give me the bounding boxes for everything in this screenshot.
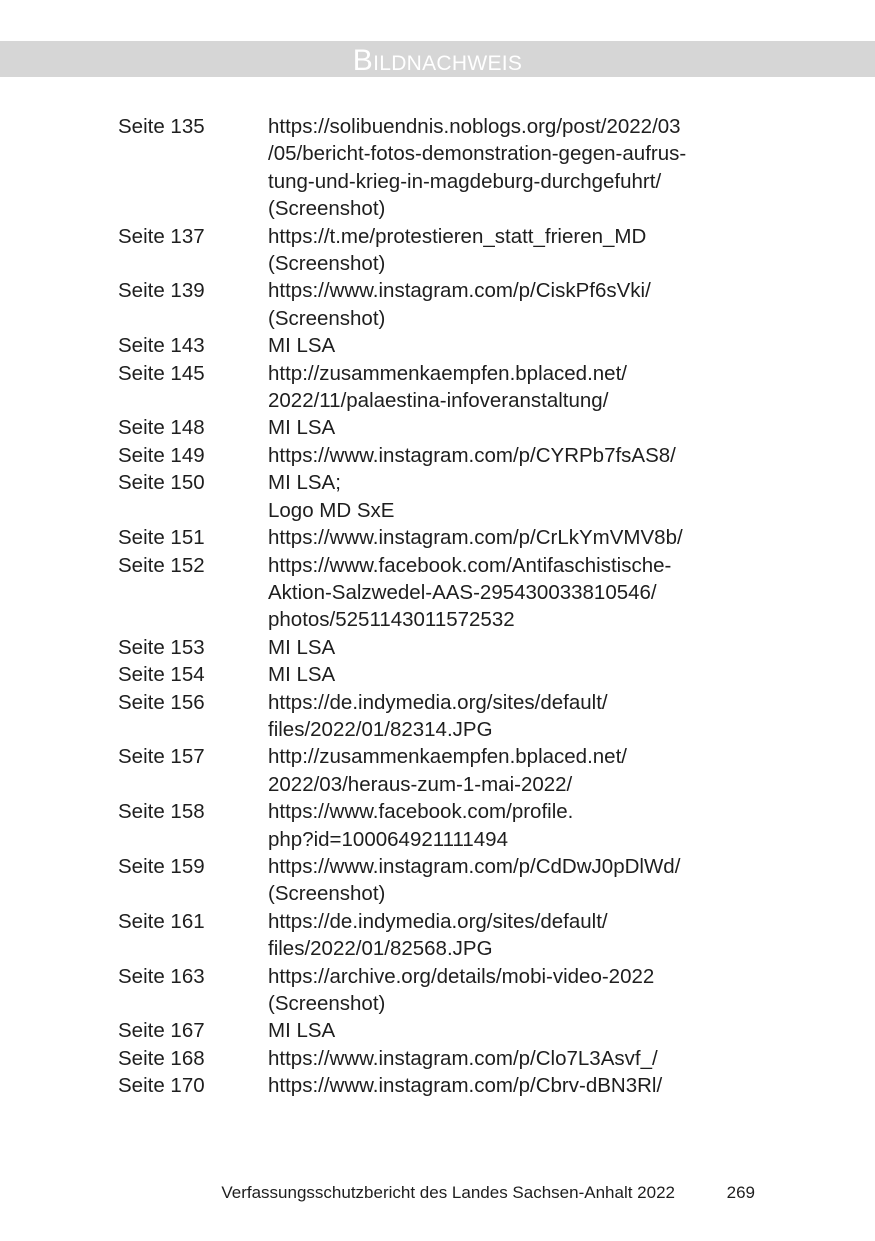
page-reference: Seite 170 xyxy=(118,1074,205,1098)
image-source xyxy=(268,634,768,661)
credit-entry xyxy=(118,332,768,359)
page-reference: Seite 135 xyxy=(118,115,205,138)
page-footer xyxy=(0,1181,875,1207)
image-source xyxy=(268,524,768,551)
credit-entry xyxy=(118,908,768,963)
credit-entry xyxy=(118,1072,768,1099)
image-source xyxy=(268,442,768,469)
page-reference: Seite 139 xyxy=(118,279,205,303)
image-source xyxy=(268,661,768,688)
source-line: https://www.instagram.com/p/CdDwJ0pDlWd/ xyxy=(268,854,681,878)
image-source xyxy=(268,360,768,415)
image-source xyxy=(268,469,768,524)
credit-entry xyxy=(118,661,768,688)
credit-entry xyxy=(118,469,768,524)
source-line: 2022/11/palaestina-infoveranstaltung/ xyxy=(268,389,609,413)
image-source xyxy=(268,798,768,853)
page-reference: Seite 154 xyxy=(118,663,205,687)
page-reference: Seite 148 xyxy=(118,416,205,440)
page-reference: Seite 152 xyxy=(118,553,205,577)
source-line: photos/5251143011572532 xyxy=(268,608,515,632)
source-line: https://www.instagram.com/p/CYRPb7fsAS8/ xyxy=(268,443,676,467)
source-line: 2022/03/heraus-zum-1-mai-2022/ xyxy=(268,772,573,796)
image-source xyxy=(268,1045,768,1072)
source-line: (Screenshot) xyxy=(268,197,386,221)
page-reference: Seite 163 xyxy=(118,964,205,988)
source-line: https://t.me/protestieren_statt_frieren_MD xyxy=(268,224,647,248)
page-reference: Seite 168 xyxy=(118,1046,205,1070)
page-reference: Seite 156 xyxy=(118,690,205,714)
source-line: files/2022/01/82568.JPG xyxy=(268,937,493,961)
source-line: php?id=100064921111494 xyxy=(268,827,508,851)
credit-entry xyxy=(118,414,768,441)
page-reference: Seite 145 xyxy=(118,361,205,385)
source-line: https://de.indymedia.org/sites/default/ xyxy=(268,690,608,714)
page-reference: Seite 157 xyxy=(118,745,205,769)
image-source xyxy=(268,853,768,908)
page-reference: Seite 150 xyxy=(118,471,205,495)
source-line: Aktion-Salzwedel-AAS-295430033810546/ xyxy=(268,580,657,604)
credit-entry xyxy=(118,743,768,798)
source-line: MI LSA xyxy=(268,334,336,358)
image-source xyxy=(268,689,768,744)
footer-text: Verfassungsschutzbericht des Landes Sachsen-Anhalt 2022 xyxy=(221,1183,675,1202)
source-line: MI LSA xyxy=(268,663,336,687)
credit-entry xyxy=(118,853,768,908)
source-line: /05/bericht-fotos-demonstration-gegen-aufrus- xyxy=(268,142,687,166)
page-reference: Seite 158 xyxy=(118,800,205,824)
credit-entry xyxy=(118,1017,768,1044)
credit-entry xyxy=(118,963,768,1018)
image-source xyxy=(268,277,768,332)
source-line: http://zusammenkaempfen.bplaced.net/ xyxy=(268,745,627,769)
source-line: tung-und-krieg-in-magdeburg-durchgefuhrt/ xyxy=(268,169,662,193)
source-line: MI LSA xyxy=(268,1019,336,1043)
page-reference: Seite 167 xyxy=(118,1019,205,1043)
page-reference: Seite 161 xyxy=(118,909,205,933)
credit-entry xyxy=(118,634,768,661)
image-source xyxy=(268,1017,768,1044)
page-reference: Seite 143 xyxy=(118,334,205,358)
page-number: 269 xyxy=(726,1183,755,1202)
credit-entry xyxy=(118,113,768,223)
image-source xyxy=(268,552,768,634)
source-line: https://www.instagram.com/p/Cbrv-dBN3Rl/ xyxy=(268,1074,663,1098)
source-line: https://de.indymedia.org/sites/default/ xyxy=(268,909,608,933)
page-reference: Seite 137 xyxy=(118,224,205,248)
source-line: MI LSA; xyxy=(268,471,341,495)
source-line: (Screenshot) xyxy=(268,252,386,276)
source-line: https://archive.org/details/mobi-video-2022 xyxy=(268,964,655,988)
source-line: Logo MD SxE xyxy=(268,498,395,522)
credit-entry xyxy=(118,524,768,551)
image-source xyxy=(268,113,768,223)
page-reference: Seite 151 xyxy=(118,526,205,550)
source-line: https://www.instagram.com/p/CrLkYmVMV8b/ xyxy=(268,526,683,550)
image-source xyxy=(268,1072,768,1099)
credit-entry xyxy=(118,442,768,469)
source-line: files/2022/01/82314.JPG xyxy=(268,717,493,741)
source-line: MI LSA xyxy=(268,416,336,440)
source-line: (Screenshot) xyxy=(268,306,386,330)
credit-entry xyxy=(118,223,768,278)
source-line: https://www.facebook.com/profile. xyxy=(268,800,574,824)
source-line: https://solibuendnis.noblogs.org/post/2022/03 xyxy=(268,115,681,138)
source-line: https://www.instagram.com/p/Clo7L3Asvf_/ xyxy=(268,1046,658,1070)
image-credits-list xyxy=(118,113,768,1100)
image-source xyxy=(268,332,768,359)
source-line: https://www.facebook.com/Antifaschistische- xyxy=(268,553,672,577)
image-source xyxy=(268,743,768,798)
source-line: https://www.instagram.com/p/CiskPf6sVki/ xyxy=(268,279,651,303)
page-reference: Seite 153 xyxy=(118,635,205,659)
page-title: Bildnachweis xyxy=(352,44,523,77)
source-line: (Screenshot) xyxy=(268,882,386,906)
credit-entry xyxy=(118,360,768,415)
credit-entry xyxy=(118,552,768,634)
source-line: (Screenshot) xyxy=(268,992,386,1015)
image-source xyxy=(268,963,768,1018)
page-reference: Seite 149 xyxy=(118,443,205,467)
page-reference: Seite 159 xyxy=(118,854,205,878)
image-source xyxy=(268,414,768,441)
credit-entry xyxy=(118,798,768,853)
credit-entry xyxy=(118,689,768,744)
image-source xyxy=(268,223,768,278)
source-line: http://zusammenkaempfen.bplaced.net/ xyxy=(268,361,627,385)
image-source xyxy=(268,908,768,963)
credit-entry xyxy=(118,1045,768,1072)
credit-entry xyxy=(118,277,768,332)
source-line: MI LSA xyxy=(268,635,336,659)
